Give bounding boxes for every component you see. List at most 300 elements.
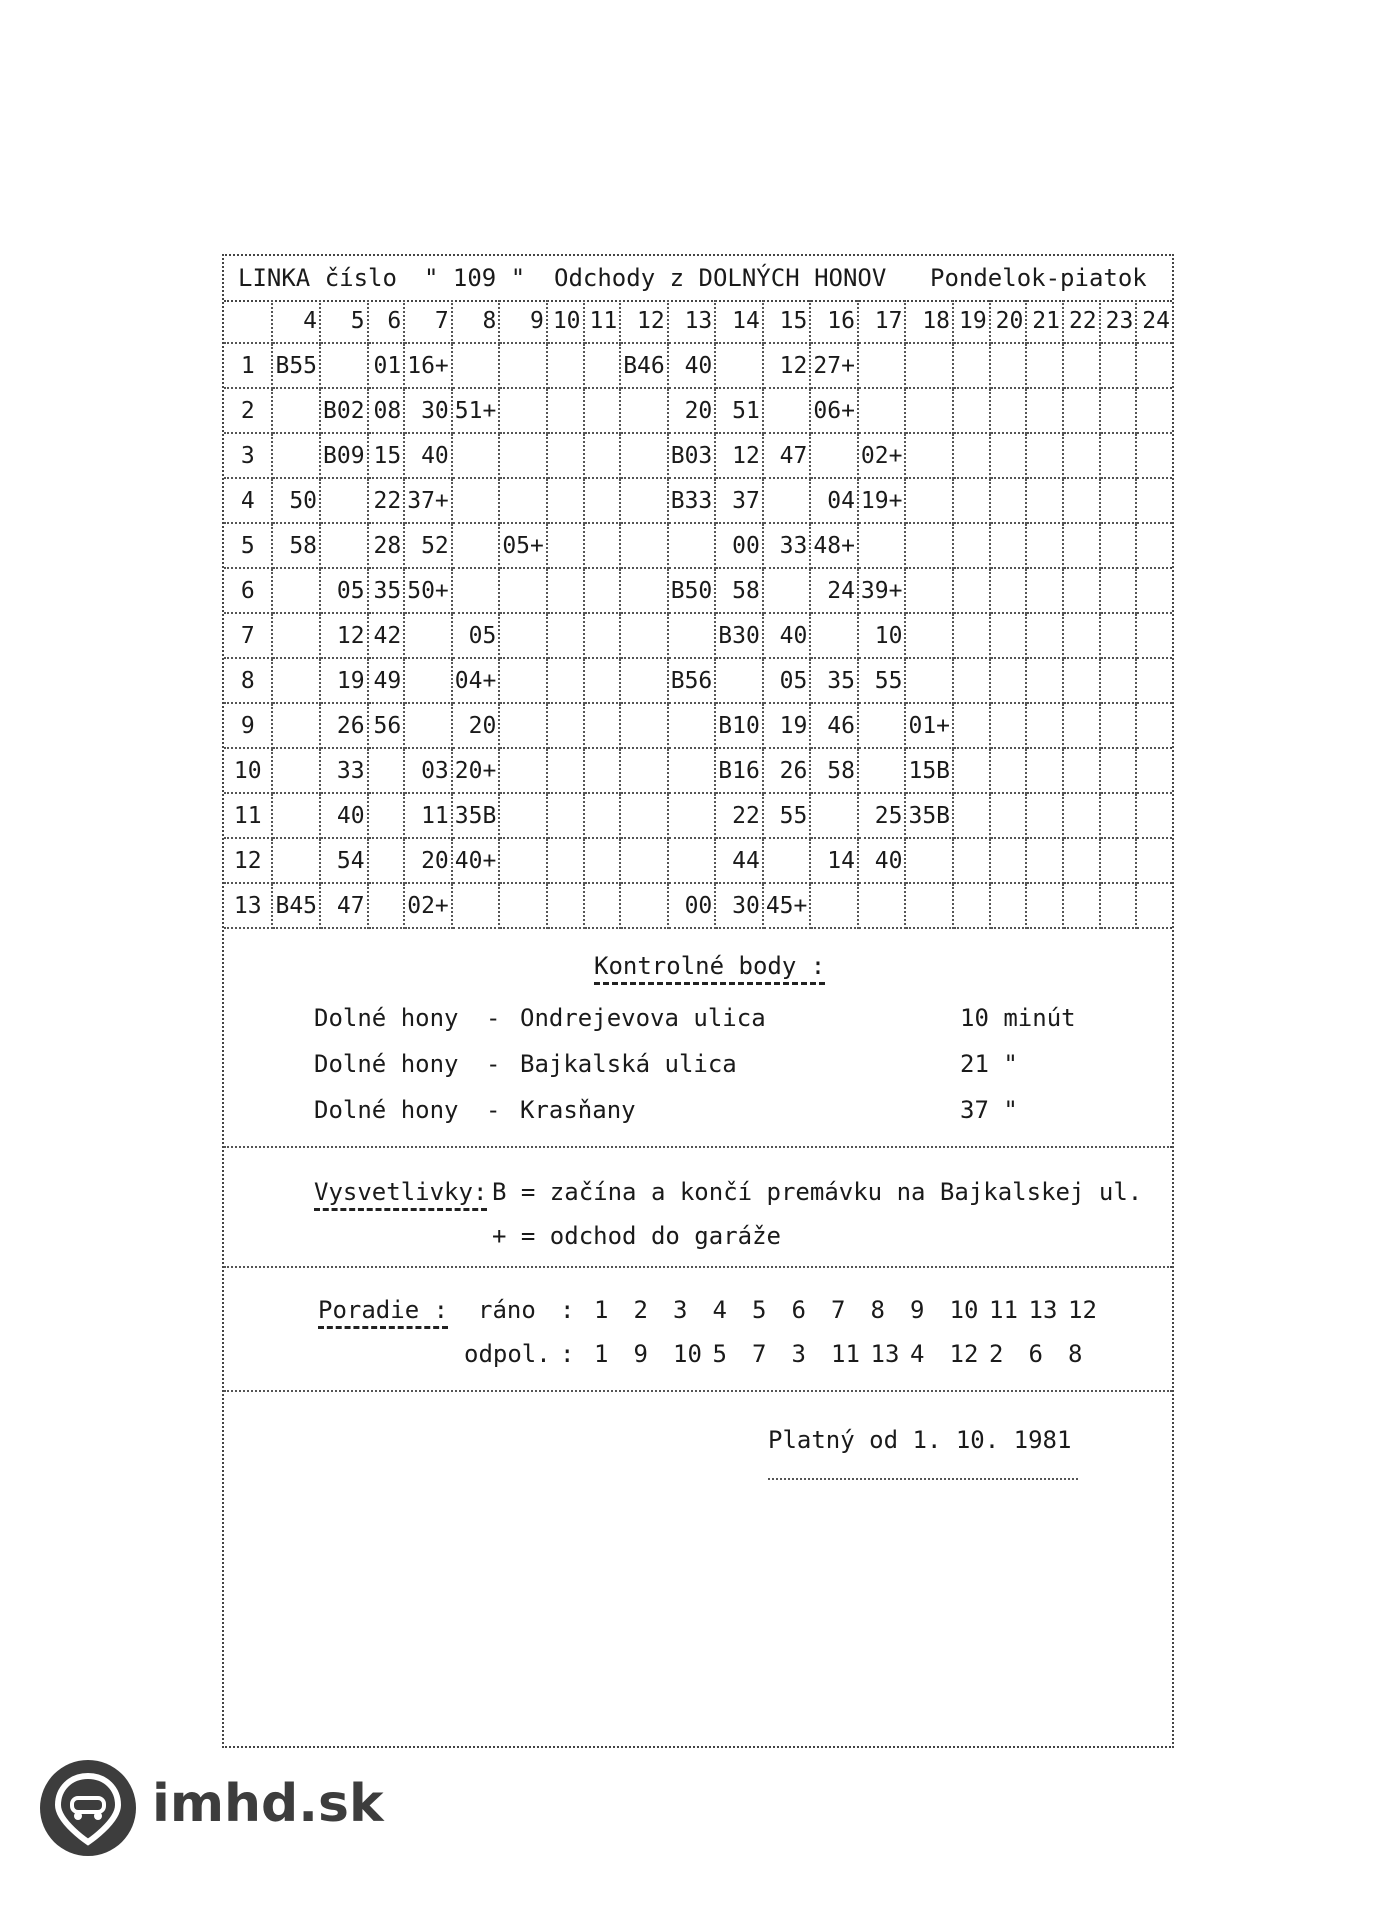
departure-cell — [320, 478, 368, 523]
departure-cell: 35 — [368, 568, 405, 613]
hour-header: 8 — [452, 300, 500, 343]
row-number: 8 — [224, 658, 272, 703]
departure-cell: 03 — [404, 748, 452, 793]
control-dash: - — [486, 1004, 501, 1032]
departure-cell — [953, 613, 990, 658]
departure-cell: 55 — [858, 658, 906, 703]
departure-cell — [547, 793, 584, 838]
row-number: 13 — [224, 883, 272, 928]
order-number: 11 — [989, 1296, 1018, 1324]
departure-cell — [990, 838, 1027, 883]
departure-cell — [1026, 703, 1063, 748]
control-to: Ondrejevova ulica — [520, 1004, 766, 1032]
departure-cell — [905, 478, 953, 523]
departure-cell — [620, 658, 668, 703]
table-row — [224, 523, 1172, 568]
departure-cell — [584, 883, 621, 928]
departure-cell — [905, 838, 953, 883]
departure-cell: 01+ — [905, 703, 953, 748]
departure-cell — [1100, 523, 1137, 568]
hour-header: 6 — [368, 300, 405, 343]
departure-cell — [953, 658, 990, 703]
departure-cell — [810, 613, 858, 658]
hour-header: 15 — [763, 300, 811, 343]
departure-cell — [547, 838, 584, 883]
departure-cell — [990, 613, 1027, 658]
departure-cell — [404, 613, 452, 658]
departure-cell — [452, 523, 500, 568]
control-dash: - — [486, 1050, 501, 1078]
departure-cell — [1063, 658, 1100, 703]
departure-cell — [905, 613, 953, 658]
departure-cell: 26 — [320, 703, 368, 748]
departure-cell: 20+ — [452, 748, 500, 793]
order-number: 6 — [791, 1296, 806, 1324]
departure-cell — [1100, 838, 1137, 883]
departure-cell: B09 — [320, 433, 368, 478]
legend-plus: + = odchod do garáže — [492, 1222, 781, 1250]
hour-header: 24 — [1136, 300, 1172, 343]
departure-cell: 26 — [763, 748, 811, 793]
departure-cell: 58 — [810, 748, 858, 793]
departure-cell — [715, 343, 763, 388]
departure-cell: 24 — [810, 568, 858, 613]
departure-cell — [272, 433, 320, 478]
logo-text: imhd.sk — [152, 1774, 384, 1834]
order-number: 3 — [673, 1296, 688, 1324]
colon: : — [560, 1296, 575, 1324]
hours-header-row — [224, 300, 1172, 343]
departure-cell: 35B — [452, 793, 500, 838]
departure-cell — [953, 838, 990, 883]
control-time: 10 minút — [960, 1004, 1076, 1032]
departure-cell — [1026, 838, 1063, 883]
order-number: 12 — [1068, 1296, 1097, 1324]
departure-cell — [368, 793, 405, 838]
control-time: 37 " — [960, 1096, 1018, 1124]
departure-cell — [584, 568, 621, 613]
departure-cell — [905, 658, 953, 703]
hour-header: 7 — [404, 300, 452, 343]
departure-cell — [368, 883, 405, 928]
table-row — [224, 793, 1172, 838]
departure-cell: 44 — [715, 838, 763, 883]
departure-cell — [499, 748, 547, 793]
hour-header: 22 — [1063, 300, 1100, 343]
departure-cell — [990, 433, 1027, 478]
departure-cell — [1026, 343, 1063, 388]
departure-cell — [499, 568, 547, 613]
departure-cell — [272, 793, 320, 838]
departure-cell — [499, 433, 547, 478]
order-title: Poradie : — [318, 1296, 448, 1324]
departure-cell — [763, 568, 811, 613]
order-number: 1 — [594, 1340, 609, 1368]
departure-cell — [547, 703, 584, 748]
order-afternoon-label: odpol. — [464, 1340, 551, 1368]
row-number: 12 — [224, 838, 272, 883]
control-from: Dolné hony — [314, 1096, 459, 1124]
departure-cell — [620, 793, 668, 838]
departure-cell — [858, 703, 906, 748]
departure-cell — [1136, 883, 1172, 928]
row-number: 1 — [224, 343, 272, 388]
departure-cell — [1063, 748, 1100, 793]
hour-header: 11 — [584, 300, 621, 343]
departure-cell: 40 — [404, 433, 452, 478]
departure-cell — [452, 883, 500, 928]
departure-cell — [1136, 793, 1172, 838]
order-number: 5 — [752, 1296, 767, 1324]
departure-cell — [547, 613, 584, 658]
hour-header: 21 — [1026, 300, 1063, 343]
departure-cell — [499, 793, 547, 838]
departure-cell — [1026, 883, 1063, 928]
departure-cell: 20 — [404, 838, 452, 883]
departure-cell — [320, 343, 368, 388]
departure-cell — [547, 388, 584, 433]
hour-header: 12 — [620, 300, 668, 343]
control-to: Krasňany — [520, 1096, 636, 1124]
departure-cell: 46 — [810, 703, 858, 748]
departure-cell: 58 — [715, 568, 763, 613]
departure-cell — [1063, 838, 1100, 883]
order-number: 9 — [910, 1296, 925, 1324]
departure-cell: 05 — [452, 613, 500, 658]
departure-cell — [620, 613, 668, 658]
departure-cell — [1026, 388, 1063, 433]
hour-header: 20 — [990, 300, 1027, 343]
departure-cell — [1063, 883, 1100, 928]
departure-cell — [404, 658, 452, 703]
departure-cell — [1100, 883, 1137, 928]
departure-cell — [953, 883, 990, 928]
order-number: 4 — [712, 1296, 727, 1324]
departure-cell — [1100, 613, 1137, 658]
table-row — [224, 343, 1172, 388]
departure-cell — [1063, 433, 1100, 478]
corner-cell — [224, 300, 272, 343]
departure-cell — [584, 478, 621, 523]
departure-cell — [1136, 568, 1172, 613]
departure-cell: 04+ — [452, 658, 500, 703]
divider — [224, 1266, 1172, 1268]
departure-cell — [584, 793, 621, 838]
departure-cell: 02+ — [858, 433, 906, 478]
departure-cell: B50 — [668, 568, 716, 613]
departure-cell — [1136, 703, 1172, 748]
departure-cell — [990, 523, 1027, 568]
departure-cell: 00 — [715, 523, 763, 568]
departure-cell — [1100, 433, 1137, 478]
departure-cell: 47 — [320, 883, 368, 928]
departure-cell — [1063, 568, 1100, 613]
departure-cell — [810, 433, 858, 478]
departure-cell: 22 — [368, 478, 405, 523]
timetable-header — [224, 256, 1172, 302]
departure-cell: 40 — [320, 793, 368, 838]
departure-cell: 48+ — [810, 523, 858, 568]
departures-title: Odchody z DOLNÝCH HONOV — [554, 264, 887, 292]
departure-cell — [905, 343, 953, 388]
order-number: 2 — [989, 1340, 1004, 1368]
departure-cell: 28 — [368, 523, 405, 568]
order-number: 9 — [633, 1340, 648, 1368]
departure-cell — [905, 568, 953, 613]
departure-cell: B30 — [715, 613, 763, 658]
departure-cell: B10 — [715, 703, 763, 748]
departure-cell — [1136, 433, 1172, 478]
departure-cell: 16+ — [404, 343, 452, 388]
row-number: 4 — [224, 478, 272, 523]
departure-cell — [990, 748, 1027, 793]
departure-cell: 50 — [272, 478, 320, 523]
departure-cell — [452, 478, 500, 523]
order-number: 3 — [791, 1340, 806, 1368]
departure-cell: 20 — [668, 388, 716, 433]
departure-cell — [905, 883, 953, 928]
valid-from: Platný od 1. 10. 1981 — [768, 1426, 1072, 1454]
departure-cell — [1100, 568, 1137, 613]
departure-cell — [1136, 343, 1172, 388]
departure-cell — [320, 523, 368, 568]
departure-cell: 40 — [858, 838, 906, 883]
departure-cell — [547, 343, 584, 388]
departure-cell: 20 — [452, 703, 500, 748]
hour-header: 18 — [905, 300, 953, 343]
departure-cell — [620, 523, 668, 568]
departure-cell — [499, 658, 547, 703]
hour-header: 4 — [272, 300, 320, 343]
order-morning-label: ráno — [478, 1296, 536, 1324]
departure-cell — [452, 568, 500, 613]
departure-cell — [272, 838, 320, 883]
departure-cell — [272, 388, 320, 433]
departure-cell — [1136, 658, 1172, 703]
table-row — [224, 478, 1172, 523]
hour-header: 16 — [810, 300, 858, 343]
departure-cell — [990, 568, 1027, 613]
departure-cell — [858, 388, 906, 433]
departure-cell: 40+ — [452, 838, 500, 883]
line-label: LINKA číslo — [238, 264, 397, 292]
departure-cell — [499, 838, 547, 883]
departure-cell: 30 — [715, 883, 763, 928]
departure-cell — [620, 703, 668, 748]
departure-cell: 35 — [810, 658, 858, 703]
departure-cell: 12 — [763, 343, 811, 388]
departure-cell — [953, 703, 990, 748]
departure-cell: 51 — [715, 388, 763, 433]
order-number: 7 — [831, 1296, 846, 1324]
departure-cell — [1063, 613, 1100, 658]
departure-cell — [990, 883, 1027, 928]
departure-cell: 45+ — [763, 883, 811, 928]
departure-cell — [1100, 793, 1137, 838]
control-from: Dolné hony — [314, 1050, 459, 1078]
departure-cell: B45 — [272, 883, 320, 928]
line-number: " 109 " — [424, 264, 526, 292]
departure-cell: 25 — [858, 793, 906, 838]
departure-cell — [547, 883, 584, 928]
departure-cell — [1136, 478, 1172, 523]
table-row — [224, 433, 1172, 478]
table-row — [224, 883, 1172, 928]
departure-cell — [272, 613, 320, 658]
departure-cell — [1100, 748, 1137, 793]
order-number: 11 — [831, 1340, 860, 1368]
hour-header: 9 — [499, 300, 547, 343]
departure-cell: 05+ — [499, 523, 547, 568]
departure-cell — [668, 703, 716, 748]
departure-cell — [620, 838, 668, 883]
departure-cell — [547, 658, 584, 703]
row-number: 6 — [224, 568, 272, 613]
departure-cell — [452, 433, 500, 478]
order-number: 4 — [910, 1340, 925, 1368]
departure-cell: 22 — [715, 793, 763, 838]
order-number: 8 — [1068, 1340, 1083, 1368]
departure-cell: 15 — [368, 433, 405, 478]
departure-cell — [1026, 433, 1063, 478]
departure-cell — [620, 433, 668, 478]
hour-header: 17 — [858, 300, 906, 343]
departure-cell — [452, 343, 500, 388]
departure-cell — [499, 388, 547, 433]
departure-cell — [668, 838, 716, 883]
departure-cell: 35B — [905, 793, 953, 838]
control-title: Kontrolné body : — [594, 952, 825, 980]
departure-cell — [858, 523, 906, 568]
departure-cell — [272, 748, 320, 793]
departure-cell — [584, 748, 621, 793]
departure-cell — [858, 748, 906, 793]
timetable-sheet — [222, 254, 1174, 1748]
departure-cell: B55 — [272, 343, 320, 388]
departure-cell — [584, 838, 621, 883]
order-number: 13 — [1028, 1296, 1058, 1324]
departure-cell — [1136, 748, 1172, 793]
departure-cell — [1100, 343, 1137, 388]
departure-cell — [547, 433, 584, 478]
hour-header: 19 — [953, 300, 990, 343]
days-label: Pondelok-piatok — [930, 264, 1147, 292]
departure-cell — [953, 343, 990, 388]
departure-cell — [620, 478, 668, 523]
departure-cell — [953, 478, 990, 523]
departure-cell: 02+ — [404, 883, 452, 928]
departure-cell: 40 — [763, 613, 811, 658]
signature-line — [768, 1478, 1078, 1480]
departure-cell — [499, 343, 547, 388]
departure-cell — [499, 613, 547, 658]
departure-cell — [272, 568, 320, 613]
departure-cell — [404, 703, 452, 748]
departure-cell — [953, 748, 990, 793]
departure-cell: 52 — [404, 523, 452, 568]
row-number: 10 — [224, 748, 272, 793]
departure-cell — [1026, 523, 1063, 568]
hour-header: 13 — [668, 300, 716, 343]
departure-cell — [1136, 523, 1172, 568]
departure-cell: 37+ — [404, 478, 452, 523]
departure-cell: B46 — [620, 343, 668, 388]
departure-cell: 12 — [715, 433, 763, 478]
departure-cell: 04 — [810, 478, 858, 523]
departure-cell: 40 — [668, 343, 716, 388]
departure-cell: 30 — [404, 388, 452, 433]
departure-cell — [858, 883, 906, 928]
departure-cell — [1136, 613, 1172, 658]
departure-cell — [763, 478, 811, 523]
departure-cell: 58 — [272, 523, 320, 568]
departure-cell — [990, 793, 1027, 838]
departure-cell — [990, 703, 1027, 748]
colon: : — [560, 1340, 575, 1368]
departure-cell: 55 — [763, 793, 811, 838]
departure-cell — [990, 343, 1027, 388]
departure-cell — [953, 568, 990, 613]
departure-cell — [810, 883, 858, 928]
table-row — [224, 703, 1172, 748]
departure-cell — [1026, 658, 1063, 703]
table-row — [224, 388, 1172, 433]
departure-cell: 33 — [763, 523, 811, 568]
departure-cell: 08 — [368, 388, 405, 433]
table-row — [224, 613, 1172, 658]
departure-cell — [810, 793, 858, 838]
order-number: 13 — [870, 1340, 900, 1368]
departure-cell — [1100, 703, 1137, 748]
departure-cell: B56 — [668, 658, 716, 703]
hour-header: 14 — [715, 300, 763, 343]
departure-cell: 05 — [763, 658, 811, 703]
departure-cell: 51+ — [452, 388, 500, 433]
departure-cell — [1063, 388, 1100, 433]
departure-cell: 56 — [368, 703, 405, 748]
departure-cell: 19 — [320, 658, 368, 703]
control-time: 21 " — [960, 1050, 1018, 1078]
legend-title: Vysvetlivky: — [314, 1178, 487, 1206]
legend-b: B = začína a končí premávku na Bajkalskej ul. — [492, 1178, 1143, 1206]
departure-cell — [858, 343, 906, 388]
departure-cell: 42 — [368, 613, 405, 658]
departure-cell — [1026, 793, 1063, 838]
departure-cell: 01 — [368, 343, 405, 388]
departure-cell — [1136, 838, 1172, 883]
departure-cell — [584, 343, 621, 388]
table-row — [224, 568, 1172, 613]
departure-cell: 12 — [320, 613, 368, 658]
departure-cell — [953, 388, 990, 433]
departure-cell — [547, 568, 584, 613]
control-from: Dolné hony — [314, 1004, 459, 1032]
departure-cell — [668, 793, 716, 838]
departure-cell — [584, 613, 621, 658]
departure-cell — [953, 523, 990, 568]
departure-cell — [1100, 478, 1137, 523]
departure-cell: B16 — [715, 748, 763, 793]
departure-cell — [499, 478, 547, 523]
departure-cell — [1026, 613, 1063, 658]
departure-cell — [1063, 793, 1100, 838]
row-number: 11 — [224, 793, 272, 838]
departure-cell: 10 — [858, 613, 906, 658]
departure-cell: 05 — [320, 568, 368, 613]
row-number: 3 — [224, 433, 272, 478]
order-number: 2 — [633, 1296, 648, 1324]
departure-cell — [272, 658, 320, 703]
